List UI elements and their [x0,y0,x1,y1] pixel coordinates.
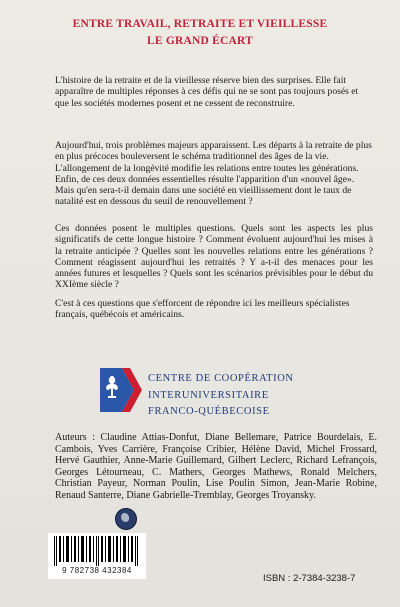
barcode-digits: 9 782738 432384 [62,566,132,575]
ccifq-logo-icon [96,362,142,418]
publisher-line-2: INTERUNIVERSITAIRE [148,389,269,401]
globe-icon [115,508,137,530]
paragraph-conclusion: C'est à ces questions que s'efforcent de répondre ici les meilleurs spécialistes français, québécois et américains. [55,298,350,321]
paragraph-intro: L'histoire de la retraite et de la vieillesse réserve bien des surprises. Elle fait apparaître de multiples réponses à ces défis qui ne se sont pas toujours posés et que les sociétés modernes posent et ne cessent de reconstruire. [55,75,359,109]
book-subtitle: LE GRAND ÉCART [147,35,253,47]
book-title: ENTRE TRAVAIL, RETRAITE ET VIEILLESSE [72,18,328,30]
paragraph-problems: Aujourd'hui, trois problèmes majeurs apparaissent. Les départs à la retraite de plus en plus précoces bouleversent le schéma traditionnel des âges de la vie. L'allongement de la longévité modifie les relations entre toutes les générations. Enfin, de ces deux données essentielles résulte l'apparition d'un «nouvel âge». Mais qu'en sera-t-il demain dans une société en vieillissement dont le taux de natalité est en dessous du seuil de renouvellement ? [55,140,372,208]
publisher-line-3: FRANCO-QUÉBECOISE [148,406,270,417]
barcode [48,533,146,579]
publisher-name [148,371,294,421]
barcode-bars [54,536,140,566]
authors-list: Auteurs : Claudine Attias-Donfut, Diane Bellemare, Patrice Bourdelais, E. Cambois, Yves Carrière, Françoise Cribier, Hélène David, Michel Frossard, Hervé Gauthier, Anne-Marie Guillemard, Gilbert Leclerc, Richard Lefrançois, Georges Létourneau, C. Mathers, Georges Mathews, Ronald Melchers, Christian Payeur, Norman Poulin, Lise Poulin Simon, Jean-Marie Robine, Renaud Santerre, Diane Gabrielle-Tremblay, Georges Troyansky. [55,432,377,501]
publisher-line-1: CENTRE DE COOPÉRATION [148,373,294,384]
isbn-number: ISBN : 2-7384-3238-7 [263,573,356,584]
paragraph-questions: Ces données posent le multiples questions. Quels sont les aspects les plus significatifs de cette longue histoire ? Comment évoluent aujourd'hui les mises à la retraite anticipée ? Quelles sont les nouvelles relations entre les générations ? Comment réagissent aujourd'hui les retraités ? Y a-t-il des menaces pour les années futures et lesquelles ? Quels sont les scénarios prévisibles pour le début du XXIème siècle ? [55,223,373,291]
